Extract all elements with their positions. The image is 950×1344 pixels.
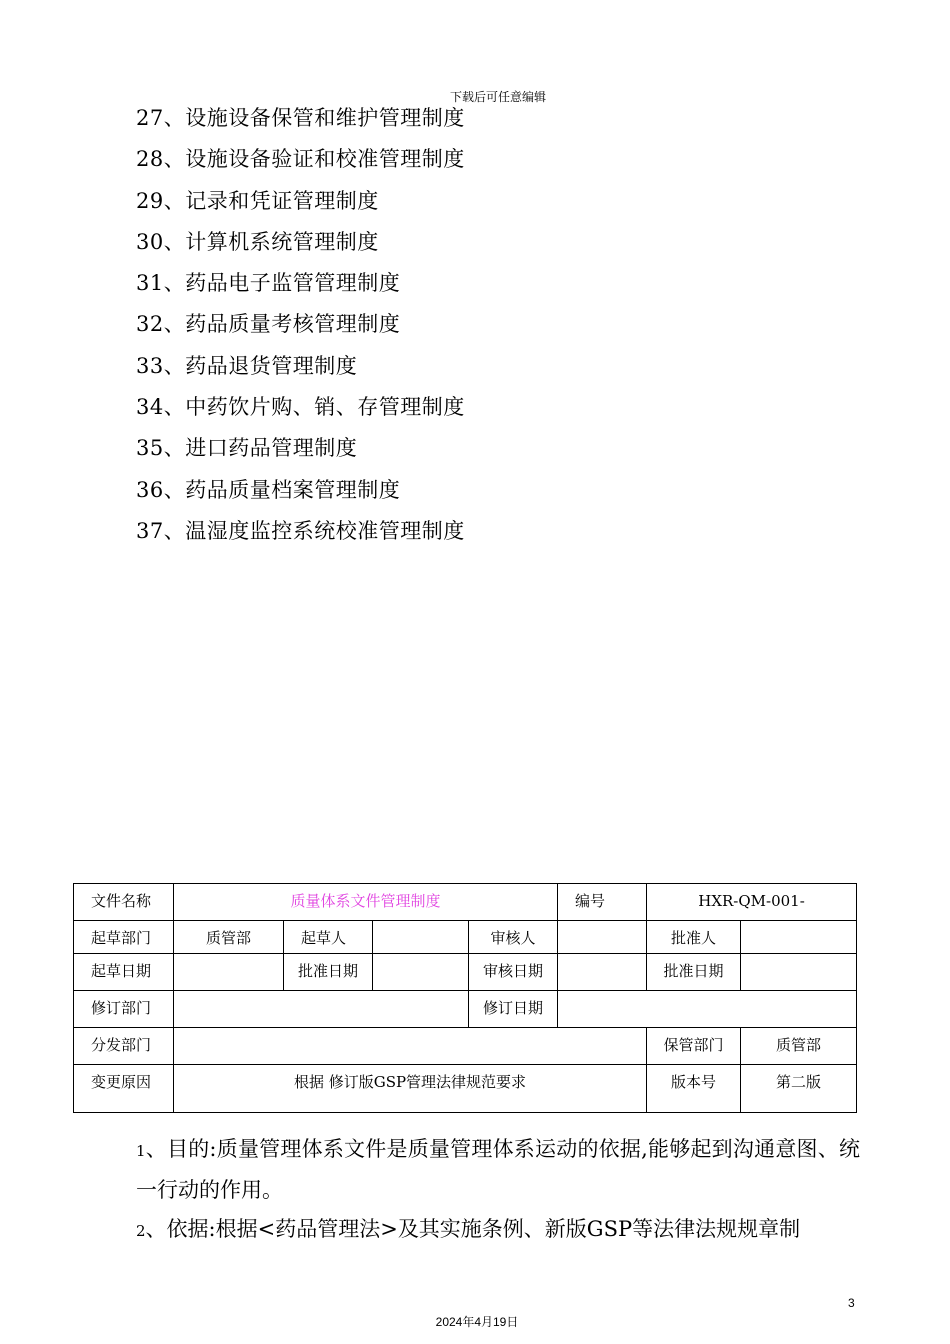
drafter-label: 起草人 <box>284 921 373 954</box>
revise-date-value <box>558 991 857 1028</box>
approver-value <box>741 921 857 954</box>
page-number: 3 <box>848 1296 855 1310</box>
toc-item: 34、中药饮片购、销、存管理制度 <box>136 395 465 420</box>
approve-date-value <box>373 954 469 991</box>
paragraph-text: 、依据:根据<药品管理法>及其实施条例、新版GSP等法律法规规章制 <box>145 1217 801 1241</box>
revise-date-label: 修订日期 <box>469 991 558 1028</box>
paragraph-text: 、目的:质量管理体系文件是质量管理体系运动的依据,能够起到沟通意图、统一行动的作用。 <box>136 1137 860 1202</box>
toc-item: 28、设施设备验证和校准管理制度 <box>136 147 465 172</box>
body-text <box>136 1130 860 1251</box>
toc-item: 33、药品退货管理制度 <box>136 353 358 378</box>
distribute-dept-label: 分发部门 <box>74 1028 174 1065</box>
draft-date-label: 起草日期 <box>74 954 174 991</box>
toc-item: 27、设施设备保管和维护管理制度 <box>136 106 465 130</box>
change-reason-value: 根据 修订版GSP管理法律规范要求 <box>174 1065 647 1113</box>
version-value: 第二版 <box>741 1065 857 1113</box>
toc-item: 29、记录和凭证管理制度 <box>136 188 379 213</box>
revise-dept-value <box>174 991 469 1028</box>
drafter-value <box>373 921 469 954</box>
approve-date-label: 批准日期 <box>647 954 741 991</box>
distribute-dept-value <box>174 1028 647 1065</box>
approver-label: 批准人 <box>647 921 741 954</box>
change-reason-label: 变更原因 <box>74 1065 174 1113</box>
review-date-value <box>558 954 647 991</box>
file-name-label: 文件名称 <box>74 884 174 921</box>
version-label: 版本号 <box>647 1065 741 1113</box>
paragraph-number: 2 <box>136 1222 146 1240</box>
draft-date-value <box>174 954 284 991</box>
approve-date-label: 批准日期 <box>284 954 373 991</box>
approve-date-value <box>741 954 857 991</box>
code-value: HXR-QM-001- <box>647 884 857 921</box>
reviewer-label: 审核人 <box>469 921 558 954</box>
toc-item: 36、药品质量档案管理制度 <box>136 477 401 502</box>
toc-item: 30、计算机系统管理制度 <box>136 229 379 254</box>
toc-item: 37、温湿度监控系统校准管理制度 <box>136 518 465 543</box>
header-note: 下载后可任意编辑 <box>449 90 546 104</box>
paragraph-number: 1 <box>136 1142 146 1160</box>
toc-item: 31、药品电子监管管理制度 <box>136 271 401 296</box>
file-name-value: 质量体系文件管理制度 <box>174 884 558 921</box>
review-date-label: 审核日期 <box>469 954 558 991</box>
revise-dept-label: 修订部门 <box>74 991 174 1028</box>
draft-dept-value: 质管部 <box>174 921 284 954</box>
toc-item: 35、进口药品管理制度 <box>136 436 358 461</box>
toc-list <box>136 98 465 552</box>
keep-dept-label: 保管部门 <box>647 1028 741 1065</box>
paragraph-basis <box>136 1210 860 1251</box>
document-control-table <box>73 883 857 1113</box>
code-label: 编号 <box>558 884 647 921</box>
draft-dept-label: 起草部门 <box>74 921 174 954</box>
reviewer-value <box>558 921 647 954</box>
paragraph-purpose <box>136 1130 860 1210</box>
toc-item: 32、药品质量考核管理制度 <box>136 312 401 337</box>
footer-date: 2024年4月19日 <box>435 1315 519 1329</box>
keep-dept-value: 质管部 <box>741 1028 857 1065</box>
